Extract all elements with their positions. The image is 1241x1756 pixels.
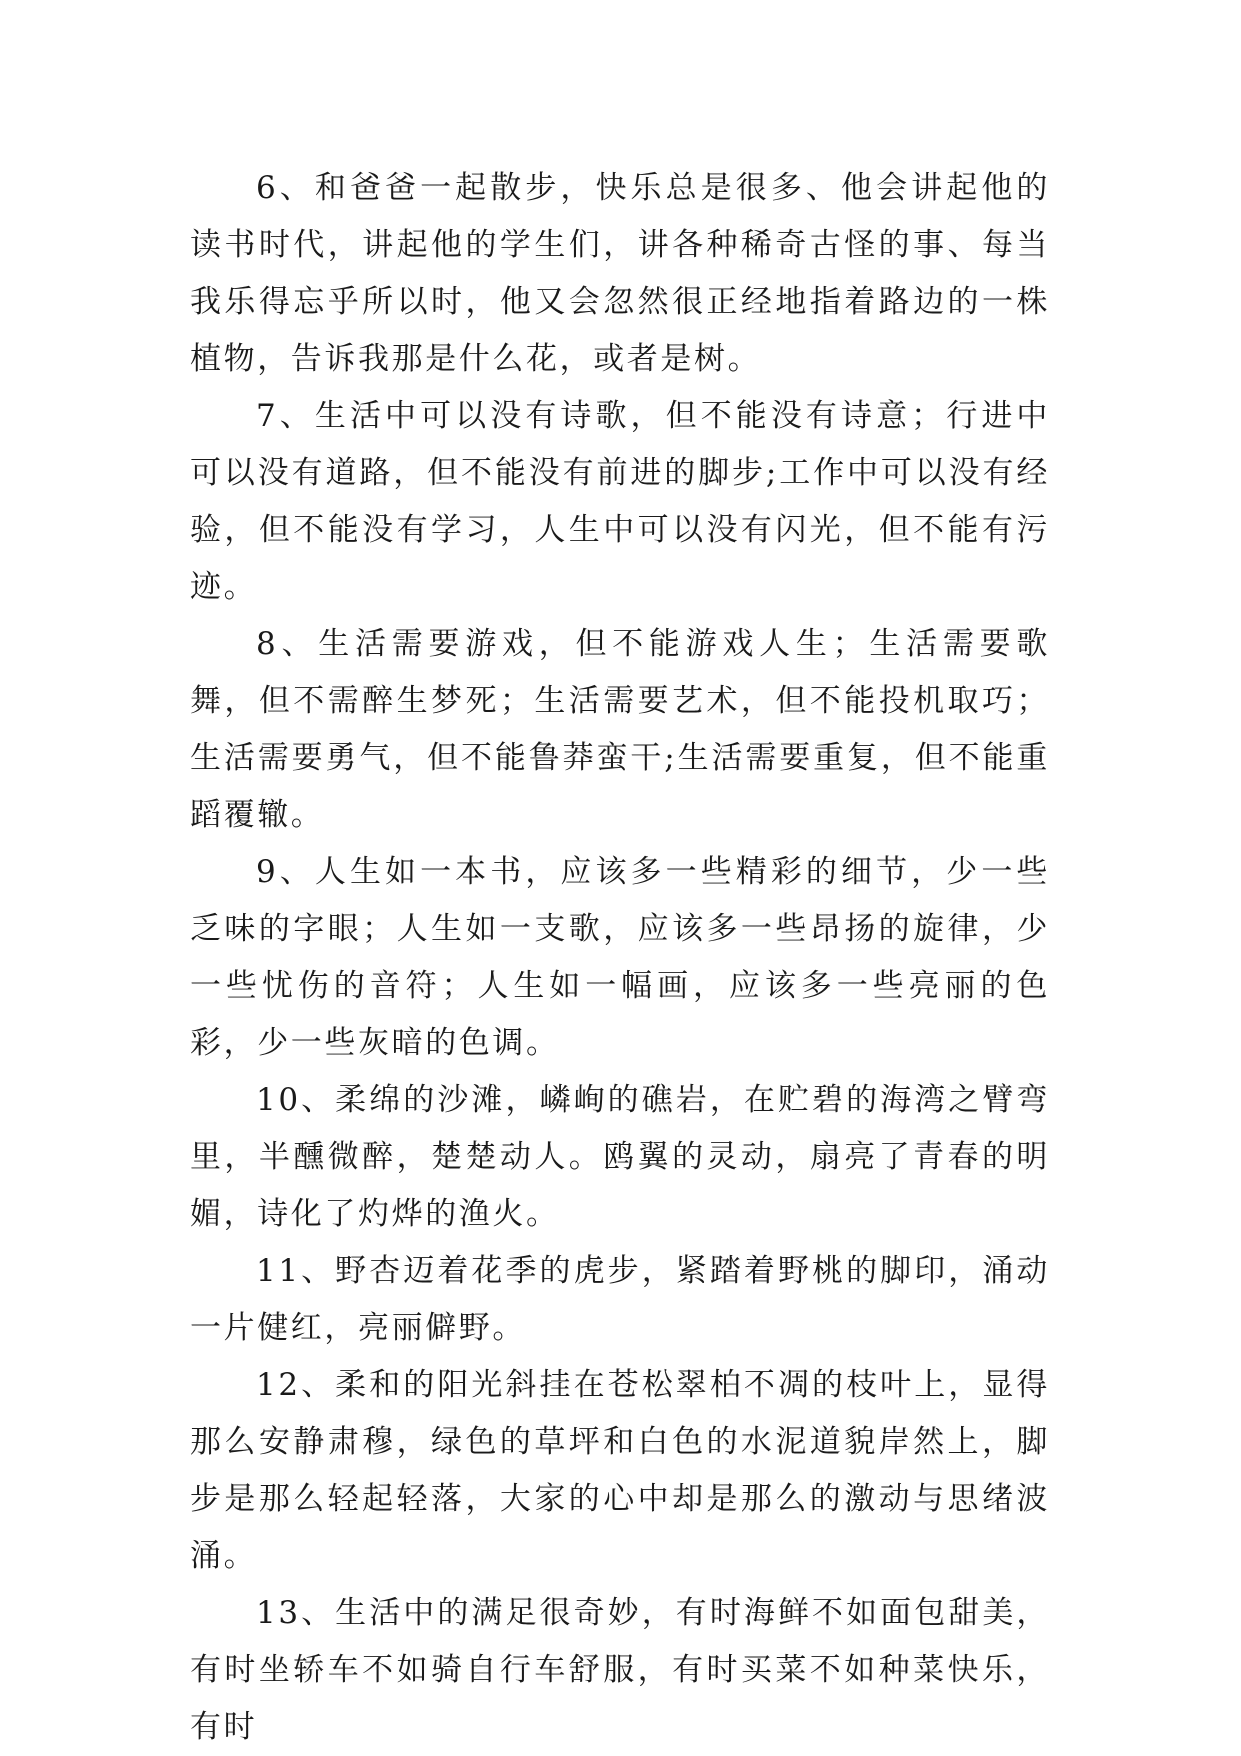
paragraph-13: 13、生活中的满足很奇妙，有时海鲜不如面包甜美，有时坐轿车不如骑自行车舒服，有时买菜不如种菜快乐，有时 (190, 1595, 1050, 1745)
paragraph-8: 8、生活需要游戏，但不能游戏人生；生活需要歌舞，但不需醉生梦死；生活需要艺术，但不能投机取巧；生活需要勇气，但不能鲁莽蛮干;生活需要重复，但不能重蹈覆辙。 (190, 626, 1050, 833)
paragraph-9: 9、人生如一本书，应该多一些精彩的细节，少一些乏味的字眼；人生如一支歌，应该多一些昂扬的旋律，少一些忧伤的音符；人生如一幅画，应该多一些亮丽的色彩，少一些灰暗的色调。 (190, 854, 1050, 1061)
paragraph-7: 7、生活中可以没有诗歌，但不能没有诗意；行进中可以没有道路，但不能没有前进的脚步;工作中可以没有经验，但不能没有学习，人生中可以没有闪光，但不能有污迹。 (190, 398, 1050, 605)
paragraph-10: 10、柔绵的沙滩，嶙峋的礁岩，在贮碧的海湾之臂弯里，半醺微醉，楚楚动人。鸥翼的灵动，扇亮了青春的明媚，诗化了灼烨的渔火。 (190, 1082, 1050, 1232)
paragraph-11: 11、野杏迈着花季的虎步，紧踏着野桃的脚印，涌动一片健红，亮丽僻野。 (190, 1253, 1050, 1346)
paragraph-12: 12、柔和的阳光斜挂在苍松翠柏不凋的枝叶上，显得那么安静肃穆，绿色的草坪和白色的水泥道貌岸然上，脚步是那么轻起轻落，大家的心中却是那么的激动与思绪波涌。 (190, 1367, 1050, 1574)
document-body (190, 160, 1050, 1756)
paragraph-6: 6、和爸爸一起散步，快乐总是很多、他会讲起他的读书时代，讲起他的学生们，讲各种稀奇古怪的事、每当我乐得忘乎所以时，他又会忽然很正经地指着路边的一株植物，告诉我那是什么花，或者是树。 (190, 170, 1050, 377)
